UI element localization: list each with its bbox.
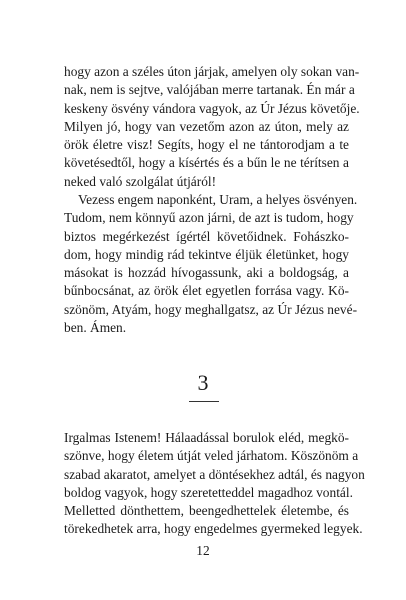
text-line: szabad akaratot, amelyet a döntésekhez adtál, és nagyon — [64, 466, 365, 482]
chapter-divider — [189, 401, 219, 402]
text-line: bűnbocsánat, az örök élet egyetlen forrása vagy. Kö- — [64, 283, 349, 299]
text-line: ben. Ámen. — [64, 320, 127, 336]
page-number: 12 — [196, 543, 210, 558]
text-line: Vezess engem naponként, Uram, a helyes ösvényen. — [78, 192, 358, 207]
text-line: Milyen jó, hogy van vezetőm azon az úton, mely az — [64, 118, 349, 134]
text-line: örök életre visz! Segíts, hogy el ne tántorodjam a te — [64, 137, 349, 153]
text-line: nak, nem is sejtve, valójában merre tartanak. Én már a — [64, 82, 355, 98]
text-line: boldog vagyok, hogy szeretetteddel magadhoz vontál. — [64, 484, 353, 500]
text-line: törekedhetek arra, hogy engedelmes gyermeked legyek. — [64, 521, 363, 537]
text-line: Melletted dönthettem, beengedhettelek életembe, és — [64, 503, 349, 519]
text-line: követésedtől, hogy a kísértés és a bűn le ne térítsen a — [64, 155, 349, 171]
paragraph-3 — [64, 429, 365, 539]
text-line: neked való szolgálat útjáról! — [64, 173, 217, 189]
text-line: Irgalmas Istenem! Hálaadással borulok eléd, megkö- — [64, 430, 349, 445]
text-line: szönve, hogy életem útját veled járhatom. Köszönöm a — [64, 448, 359, 464]
paragraph-2 — [64, 191, 358, 337]
paragraph-1 — [64, 63, 360, 191]
text-line: hogy azon a széles úton járjak, amelyen oly sokan van- — [64, 64, 360, 79]
text-line: másokat is hozzád hívogassunk, aki a boldogság, a — [64, 265, 349, 281]
text-line: szönöm, Atyám, hogy meghallgatsz, az Úr Jézus nevé- — [64, 301, 358, 317]
chapter-number: 3 — [197, 370, 209, 395]
text-line: keskeny ösvény vándora vagyok, az Úr Jézus követője. — [64, 100, 360, 116]
text-line: Tudom, nem könnyű azon járni, de azt is tudom, hogy — [64, 210, 354, 226]
text-line: biztos megérkezést ígértél követőidnek. Fohászko- — [64, 228, 349, 244]
text-line: dom, hogy mindig rád tekintve éljük életünket, hogy — [64, 246, 349, 262]
